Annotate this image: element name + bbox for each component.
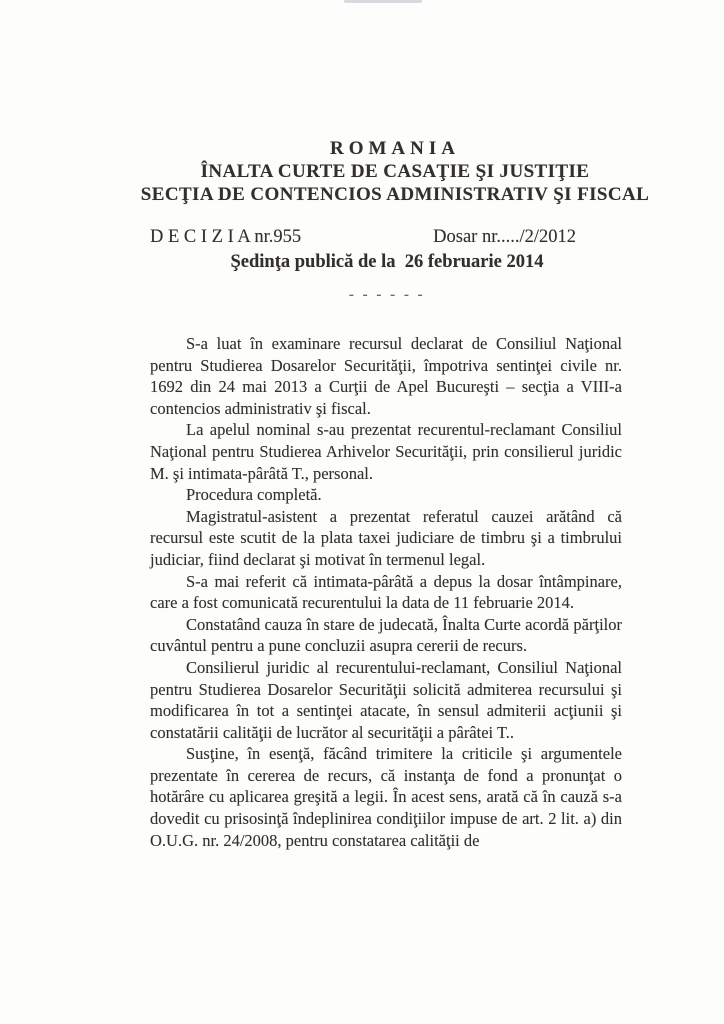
country-title: ROMANIA: [330, 138, 460, 159]
court-title: ÎNALTA CURTE DE CASAŢIE ŞI JUSTIŢIE: [200, 161, 590, 182]
body-paragraph: Magistratul-asistent a prezentat referatul cauzei arătând că recursul este scutit de la plata taxei judiciare de timbru şi a timbrului judiciar, fiind declarat şi motivat în termenul legal.: [150, 506, 622, 569]
body-paragraph: Constatând cauza în stare de judecată, Înalta Curte acordă părţilor cuvântul pentru a pune concluzii asupra cererii de recurs.: [150, 614, 622, 656]
session-date-line: Şedinţa publică de la 26 februarie 2014: [230, 252, 544, 272]
separator-dashes: - - - - - -: [348, 287, 426, 303]
body-paragraph: La apelul nominal s-au prezentat recurentul-reclamant Consiliul Naţional pentru Studierea Arhivelor Securităţii, prin consilierul juridic M. şi intimata-pârâtă T., personal.: [150, 420, 622, 483]
body-paragraph: Susţine, în esenţă, făcând trimitere la criticile şi argumentele prezentate în cererea de recurs, că instanţa de fond a pronunţat o hotărâre cu aplicarea greşită a legii. În acest sens, arată că în cauză s-a dovedit cu prisosinţă îndeplinirea condiţiilor impuse de art. 2 lit. a) din O.U.G. nr. 24/2008, pentru constatarea calităţii de: [150, 744, 622, 850]
case-info-row: [150, 226, 576, 249]
body-paragraph: Consilierul juridic al recurentului-reclamant, Consiliul Naţional pentru Studierea Dosarelor Securităţii solicită admiterea recursului şi modificarea în tot a sentinţei atacate, în sensul admiterii acţiunii şi constatării calităţii de lucrător al securităţii a pârâtei T..: [150, 657, 622, 742]
document-header: [0, 137, 724, 206]
body-paragraph: Procedura completă.: [186, 485, 322, 505]
decision-number: D E C I Z I A nr.955: [150, 227, 302, 247]
dossier-number: Dosar nr...../2/2012: [433, 227, 576, 247]
scan-edge-artifact: [344, 0, 422, 3]
body-paragraph: S-a mai referit că intimata-pârâtă a depus la dosar întâmpinare, care a fost comunicată recurentului la data de 11 februarie 2014.: [150, 571, 622, 613]
section-title: SECŢIA DE CONTENCIOS ADMINISTRATIV ŞI FISCAL: [140, 184, 650, 205]
decision-body: [150, 333, 622, 851]
body-paragraph: S-a luat în examinare recursul declarat de Consiliul Naţional pentru Studierea Dosarelor Securităţii, împotriva sentinţei civile nr. 1692 din 24 mai 2013 a Curţii de Apel Bucureşti – secţia a VIII-a contencios administrativ şi fiscal.: [150, 334, 622, 418]
